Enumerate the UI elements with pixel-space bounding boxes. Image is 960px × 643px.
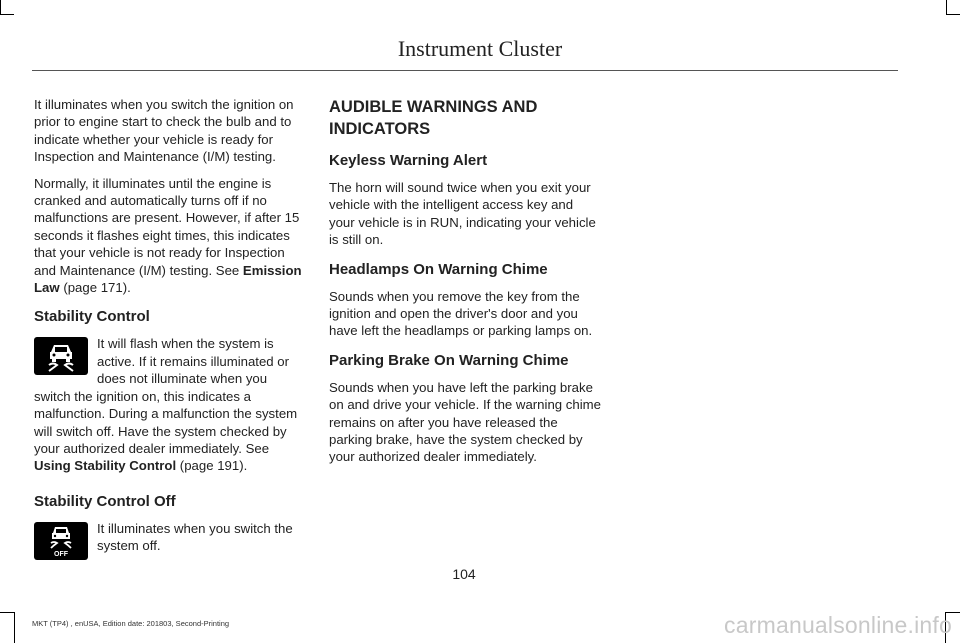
right-column (329, 96, 601, 475)
stability-control-icon (34, 337, 88, 375)
section-heading: Headlamps On Warning Chime (329, 260, 548, 278)
stability-control-entry (34, 335, 306, 474)
section-title (329, 96, 601, 140)
paragraph: It illuminates when you switch the ignition on prior to engine start to check the bulb and to indicate whether your vehicle is ready for Inspection and Maintenance (I/M) testing. (34, 97, 294, 165)
paragraph-text: Normally, it illuminates until the engine is cranked and automatically turns off if no malfunctions are present. However, if after 15 seconds it flashes eight times, this indicates that your vehicle is not ready for Inspection and Maintenance (I/M) testing. See (34, 175, 300, 278)
section-heading: Stability Control (34, 308, 150, 326)
section-heading: Keyless Warning Alert (329, 152, 488, 169)
page-number: 104 (452, 566, 476, 582)
crop-mark (14, 612, 15, 643)
crop-mark (0, 14, 14, 15)
paragraph: Sounds when you remove the key from the ignition and open the driver's door and you have left the headlamps or parking lamps on. (329, 288, 593, 339)
footer-edition: MKT (TP4) , enUSA, Edition date: 201803, Second-Printing (32, 619, 230, 628)
stability-control-off-icon (34, 522, 88, 560)
page-reference: (page 191). (176, 458, 248, 474)
crop-mark (946, 14, 960, 15)
using-stability-control-link[interactable]: Using Stability Control (34, 458, 177, 474)
paragraph: It illuminates when you switch the system off. (97, 520, 293, 554)
emission-law-link[interactable]: Emission Law (34, 262, 302, 296)
section-heading: Stability Control Off (34, 492, 176, 510)
watermark: carmanualsonline.info (724, 612, 952, 638)
paragraph-text: It will flash when the system is active. If it remains illuminated or does not illuminate when you switch the ignition on, this indicates a malfunction. During a malfunction the system will switch off. Have the system checked by your authorized dealer immediately. See (34, 336, 298, 456)
section-title-line: AUDIBLE WARNINGS AND (329, 98, 538, 116)
left-column (34, 96, 306, 580)
section-title-line: INDICATORS (329, 120, 431, 138)
paragraph (34, 175, 306, 297)
paragraph: The horn will sound twice when you exit your vehicle with the intelligent access key and your vehicle is in RUN, indicating your vehicle is still on. (329, 180, 596, 248)
crop-mark (946, 0, 947, 14)
header-divider (32, 70, 898, 71)
off-label: OFF (54, 550, 68, 558)
page-reference: (page 171). (59, 280, 131, 296)
crop-mark (0, 612, 14, 613)
crop-mark (0, 0, 1, 14)
section-heading: Parking Brake On Warning Chime (329, 351, 569, 369)
paragraph: Sounds when you have left the parking brake on and drive your vehicle. If the warning chime remains on after you have released the parking brake, have the system checked by your authorized dealer immediately. (329, 379, 601, 465)
page-title: Instrument Cluster (397, 36, 563, 61)
